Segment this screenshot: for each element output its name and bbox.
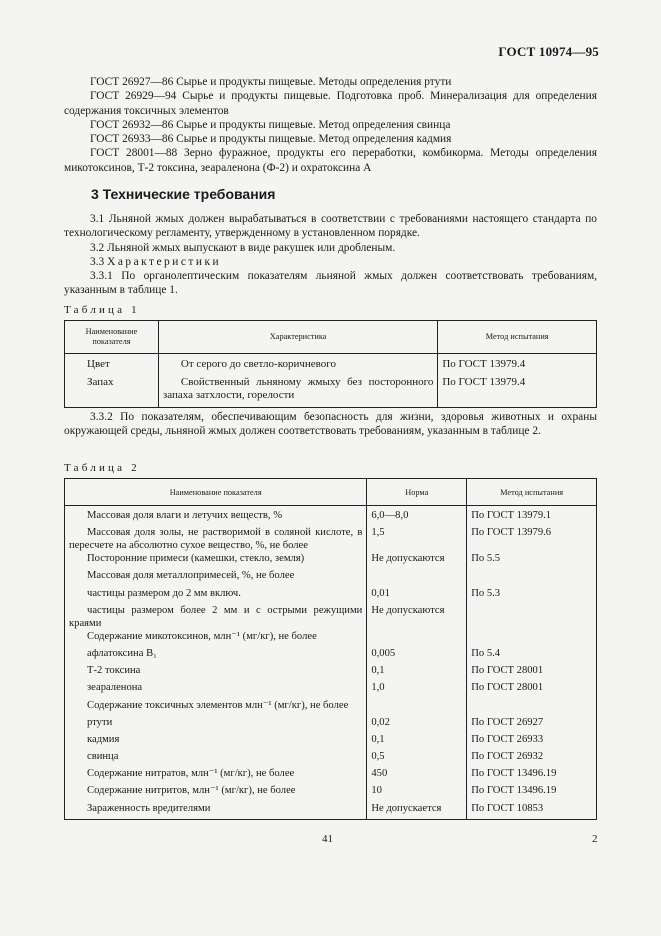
subsection-heading: Характеристики bbox=[107, 255, 222, 268]
reference-item: ГОСТ 26927—86 Сырье и продукты пищевые. Методы определения ртути bbox=[90, 76, 452, 88]
table-cell: 0,1 bbox=[367, 664, 467, 681]
table-cell bbox=[367, 569, 467, 586]
column-header: Наименование показателя bbox=[65, 479, 367, 506]
table-cell: Не допускается bbox=[367, 802, 467, 820]
table-row bbox=[65, 587, 597, 604]
normative-references bbox=[64, 75, 597, 175]
table-cell: 1,5 bbox=[367, 526, 467, 552]
table-row bbox=[65, 569, 597, 586]
table-cell: 6,0—8,0 bbox=[367, 506, 467, 527]
table-cell: частицы размером более 2 мм и с острыми режущими краями bbox=[65, 604, 367, 630]
table-row bbox=[65, 647, 597, 664]
table-cell bbox=[467, 630, 597, 647]
table-row bbox=[65, 354, 597, 374]
table-cell bbox=[467, 699, 597, 716]
table-cell: Содержание нитратов, млн⁻¹ (мг/кг), не более bbox=[65, 767, 367, 784]
reference-item: ГОСТ 26929—94 Сырье и продукты пищевые. Подготовка проб. Минерализация для определения содержания токсичных элементов bbox=[64, 90, 597, 117]
table-cell: Зараженность вредителями bbox=[65, 802, 367, 820]
table2-caption: Таблица 2 bbox=[64, 462, 140, 474]
table-cell: Т-2 токсина bbox=[65, 664, 367, 681]
table-row bbox=[65, 733, 597, 750]
table-cell: Не допускаются bbox=[367, 604, 467, 630]
paragraph-3-3-2: 3.3.2 По показателям, обеспечивающим безопасность для жизни, здоровья животных и охраны окружающей среды, льняной жмых должен соответствовать требованиям, указанным в таблице 2. bbox=[64, 411, 597, 438]
table-cell bbox=[467, 604, 597, 630]
table-cell: Посторонние примеси (камешки, стекло, земля) bbox=[65, 552, 367, 569]
table-cell: По ГОСТ 13979.6 bbox=[467, 526, 597, 552]
table-header-row bbox=[65, 321, 597, 354]
table-row bbox=[65, 664, 597, 681]
table-2-body bbox=[65, 506, 597, 820]
column-header: Метод испытания bbox=[438, 321, 597, 354]
column-header: Норма bbox=[367, 479, 467, 506]
section-heading: 3 Технические требования bbox=[91, 186, 276, 202]
table-row bbox=[65, 630, 597, 647]
table-row bbox=[65, 767, 597, 784]
table-cell: По ГОСТ 13979.4 bbox=[438, 374, 597, 408]
reference-item: ГОСТ 26933—86 Сырье и продукты пищевые. Метод определения кадмия bbox=[90, 133, 452, 146]
table-row bbox=[65, 526, 597, 552]
table-cell: По ГОСТ 13496.19 bbox=[467, 784, 597, 801]
table-cell: ртути bbox=[65, 716, 367, 733]
table-cell: 0,02 bbox=[367, 716, 467, 733]
table-cell: По ГОСТ 28001 bbox=[467, 664, 597, 681]
table-cell: 10 bbox=[367, 784, 467, 801]
paragraph-block-3-3-2 bbox=[64, 410, 597, 439]
page-number: 41 bbox=[322, 833, 333, 845]
table-row bbox=[65, 699, 597, 716]
table-cell: 1,0 bbox=[367, 681, 467, 698]
table-cell: По ГОСТ 10853 bbox=[467, 802, 597, 820]
table-cell: Содержание микотоксинов, млн⁻¹ (мг/кг), не более bbox=[65, 630, 367, 647]
paragraph-number: 3.3 bbox=[90, 255, 105, 268]
table-cell: 0,5 bbox=[367, 750, 467, 767]
table1-caption: Таблица 1 bbox=[64, 304, 140, 316]
table-cell: По ГОСТ 13979.4 bbox=[438, 354, 597, 374]
table-cell: 0,01 bbox=[367, 587, 467, 604]
table-cell: По 5.4 bbox=[467, 647, 597, 664]
table-cell: 0,005 bbox=[367, 647, 467, 664]
column-header: Характеристика bbox=[158, 321, 437, 354]
table-cell: По ГОСТ 26933 bbox=[467, 733, 597, 750]
table-cell: Массовая доля влаги и летучих веществ, % bbox=[65, 506, 367, 527]
table-row bbox=[65, 374, 597, 408]
document-code-header: ГОСТ 10974—95 bbox=[498, 44, 599, 59]
table-2 bbox=[64, 478, 597, 820]
table-cell: По 5.3 bbox=[467, 587, 597, 604]
table-cell: Массовая доля золы, не растворимой в соляной кислоте, в пересчете на абсолютно сухое вещество, %, не более bbox=[65, 526, 367, 552]
table-1 bbox=[64, 320, 597, 408]
table-cell: Не допускаются bbox=[367, 552, 467, 569]
reference-item: ГОСТ 28001—88 Зерно фуражное, продукты его переработки, комбикорма. Методы определения микотоксинов, Т-2 токсина, зеараленона (Ф-2) и охратоксина А bbox=[64, 147, 597, 174]
table-cell: По ГОСТ 26927 bbox=[467, 716, 597, 733]
column-header: Метод испытания bbox=[467, 479, 597, 506]
table-cell: Запах bbox=[65, 374, 159, 408]
table-cell: По ГОСТ 13979.1 bbox=[467, 506, 597, 527]
table-cell: афлатоксина B₁ bbox=[65, 647, 367, 664]
reference-item: ГОСТ 26932—86 Сырье и продукты пищевые. Метод определения свинца bbox=[90, 118, 451, 131]
table-header-row bbox=[65, 479, 597, 506]
table-cell bbox=[367, 699, 467, 716]
table-row bbox=[65, 604, 597, 630]
table-cell: От серого до светло-коричневого bbox=[158, 354, 437, 374]
table-cell: Свойственный льняному жмыху без посторонного запаха затхлости, горелости bbox=[158, 374, 437, 408]
column-header: Наименование показателя bbox=[65, 321, 159, 354]
table-cell: Цвет bbox=[65, 354, 159, 374]
table-row bbox=[65, 802, 597, 820]
table-cell: Содержание токсичных элементов млн⁻¹ (мг/кг), не более bbox=[65, 699, 367, 716]
table-row bbox=[65, 506, 597, 527]
table-row bbox=[65, 716, 597, 733]
table-cell bbox=[467, 569, 597, 586]
section-paragraphs bbox=[64, 212, 597, 298]
table-cell: 450 bbox=[367, 767, 467, 784]
table-cell: зеараленона bbox=[65, 681, 367, 698]
table-cell: частицы размером до 2 мм включ. bbox=[65, 587, 367, 604]
table-cell: кадмия bbox=[65, 733, 367, 750]
paragraph-3-1: 3.1 Льняной жмых должен вырабатываться в соответствии с требованиями настоящего стандарта по технологическому регламенту, утвержденному в установленном порядке. bbox=[64, 213, 597, 240]
table-row bbox=[65, 681, 597, 698]
table-cell: Массовая доля металлопримесей, %, не более bbox=[65, 569, 367, 586]
table-row bbox=[65, 552, 597, 569]
table-cell: свинца bbox=[65, 750, 367, 767]
table-cell: По 5.5 bbox=[467, 552, 597, 569]
table-cell: 0,1 bbox=[367, 733, 467, 750]
table-row bbox=[65, 750, 597, 767]
table-cell: По ГОСТ 13496.19 bbox=[467, 767, 597, 784]
paragraph-3-3-1: 3.3.1 По органолептическим показателям льняной жмых должен соответствовать требованиям, указанным в таблице 1. bbox=[64, 270, 597, 297]
paragraph-3-2: 3.2 Льняной жмых выпускают в виде ракушек или дробленым. bbox=[90, 241, 396, 254]
table-row bbox=[65, 784, 597, 801]
table-cell: По ГОСТ 26932 bbox=[467, 750, 597, 767]
table-cell bbox=[367, 630, 467, 647]
table-cell: По ГОСТ 28001 bbox=[467, 681, 597, 698]
paragraph-3-3 bbox=[64, 255, 597, 269]
table-cell: Содержание нитритов, млн⁻¹ (мг/кг), не более bbox=[65, 784, 367, 801]
sheet-number: 2 bbox=[592, 833, 598, 845]
